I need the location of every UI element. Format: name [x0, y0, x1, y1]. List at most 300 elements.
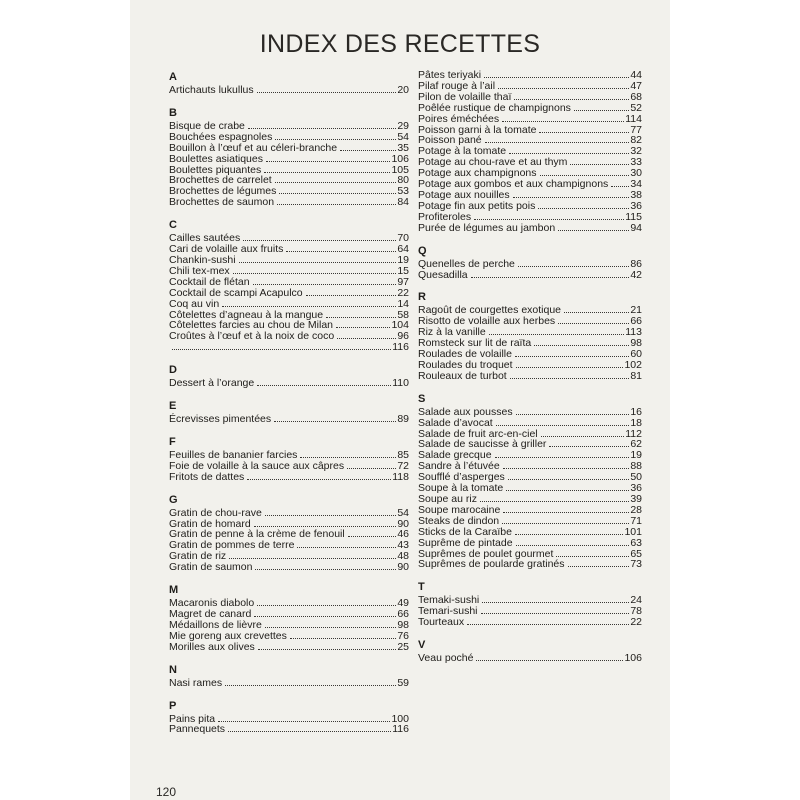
page-reference: 76 [397, 629, 409, 642]
index-entry [169, 288, 409, 299]
dot-leader [481, 612, 630, 614]
index-section [418, 638, 642, 664]
recipe-name: Ragoût de courgettes exotique [418, 304, 562, 317]
dot-leader [564, 311, 629, 313]
page-reference: 60 [630, 348, 642, 361]
index-section [169, 70, 409, 96]
dot-leader [549, 445, 629, 447]
recipe-name: Soupe marocaine [418, 503, 501, 516]
page-reference: 30 [630, 167, 642, 180]
page-reference: 33 [630, 156, 642, 169]
page-reference: 46 [397, 528, 409, 541]
recipe-name: Côtelettes d’agneau à la mangue [169, 308, 324, 321]
dot-leader [347, 467, 396, 469]
page-reference: 66 [397, 608, 409, 620]
dot-leader [570, 163, 629, 165]
page-reference: 101 [624, 525, 642, 538]
book-page [130, 0, 670, 800]
dot-leader [277, 203, 396, 205]
page-reference: 114 [625, 112, 642, 125]
index-entry [418, 270, 642, 281]
index-entry [169, 331, 409, 342]
index-entry [418, 653, 642, 664]
dot-leader [568, 565, 630, 567]
page-reference: 18 [630, 416, 642, 429]
recipe-name: Croûtes à l’œuf et à la noix de coco [169, 330, 335, 343]
recipe-name: Quenelles de perche [418, 257, 515, 270]
dot-leader [471, 276, 630, 278]
dot-leader [257, 384, 391, 386]
dot-leader [265, 626, 397, 628]
dot-leader [218, 720, 390, 722]
recipe-name: Cocktail de scampi Acapulco [169, 286, 303, 299]
index-section [418, 290, 642, 381]
index-entry [169, 472, 409, 483]
section-letter: D [169, 364, 177, 377]
index-section [169, 699, 409, 736]
recipe-name: Gratin de homard [169, 517, 251, 530]
page-reference: 36 [630, 199, 642, 212]
recipe-name: Soufflé d’asperges [418, 471, 505, 484]
index-entry [169, 508, 409, 519]
index-section [169, 493, 409, 573]
recipe-name: Salade de saucisse à griller [418, 438, 547, 451]
recipe-name: Sandre à l’étuvée [418, 460, 500, 473]
index-entry [169, 143, 409, 154]
page-reference: 84 [397, 196, 409, 209]
dot-leader [264, 171, 390, 173]
page-reference: 70 [397, 232, 409, 245]
page-reference: 116 [392, 723, 409, 736]
dot-leader [266, 160, 390, 162]
dot-leader [290, 637, 396, 639]
recipe-name: Potage au chou-rave et au thym [418, 156, 568, 169]
recipe-name: Artichauts lukullus [169, 84, 254, 96]
recipe-name: Quesadilla [418, 268, 468, 281]
dot-leader [297, 546, 396, 548]
recipe-name: Romsteck sur lit de raïta [418, 337, 532, 350]
page-reference: 104 [391, 319, 409, 332]
recipe-name: Feuilles de bananier farcies [169, 448, 298, 461]
dot-leader [541, 435, 625, 437]
page-reference: 39 [630, 493, 642, 505]
section-letter: M [169, 584, 179, 597]
recipe-name: Nasi rames [169, 676, 223, 689]
recipe-name: Bisque de crabe [169, 119, 245, 132]
recipe-name: Chankin-sushi [169, 253, 236, 266]
dot-leader [574, 109, 629, 111]
dot-leader [233, 272, 397, 274]
section-letter: V [418, 639, 426, 652]
index-entry [418, 114, 642, 125]
index-section [169, 663, 409, 689]
page-reference: 49 [397, 597, 409, 610]
page-reference: 54 [397, 506, 409, 519]
page-reference: 80 [397, 174, 409, 187]
page-reference: 35 [397, 141, 409, 154]
recipe-name: Salade de fruit arc-en-ciel [418, 427, 538, 440]
recipe-name: Roulades de volaille [418, 348, 512, 361]
dot-leader [257, 604, 396, 606]
section-letter: E [169, 400, 177, 413]
dot-leader [340, 149, 396, 151]
recipe-name: Potage aux gombos et aux champignons [418, 178, 609, 191]
recipe-name: Potage aux champignons [418, 167, 537, 180]
dot-leader [336, 326, 390, 328]
page-reference: 43 [397, 539, 409, 552]
recipe-name: Bouchées espagnoles [169, 130, 273, 143]
dot-leader [243, 239, 396, 241]
page-reference: 90 [397, 517, 409, 530]
page-reference: 38 [630, 188, 642, 201]
section-letter: A [169, 71, 177, 83]
dot-leader [558, 322, 629, 324]
recipe-name: Macaronis diabolo [169, 597, 255, 610]
dot-leader [538, 207, 629, 209]
recipe-name: Temaki-sushi [418, 594, 480, 607]
page-reference: 82 [630, 134, 642, 147]
section-letter: G [169, 493, 178, 506]
recipe-name: Salade grecque [418, 449, 492, 462]
dot-leader [480, 500, 629, 502]
dot-leader [503, 511, 629, 513]
section-letter: T [418, 581, 425, 594]
page-reference: 100 [391, 712, 409, 725]
page-reference: 97 [397, 275, 409, 288]
page-reference: 98 [630, 337, 642, 350]
index-section [169, 106, 409, 208]
dot-leader [503, 467, 630, 469]
dot-leader [265, 514, 397, 516]
recipe-name: Fritots de dattes [169, 470, 245, 483]
page-reference: 77 [630, 123, 642, 136]
dot-leader [257, 91, 397, 93]
section-letter: F [169, 435, 176, 448]
page-reference: 20 [397, 84, 409, 96]
page-reference: 15 [397, 264, 409, 277]
page-reference: 59 [397, 676, 409, 689]
page-reference: 116 [392, 341, 409, 354]
page-reference: 25 [397, 640, 409, 653]
dot-leader [255, 568, 396, 570]
page-reference: 72 [397, 459, 409, 472]
recipe-name: Pains pita [169, 712, 216, 725]
dot-leader [516, 366, 624, 368]
page-reference: 34 [630, 178, 642, 191]
dot-leader [337, 337, 396, 339]
recipe-name: Riz à la vanille [418, 326, 486, 339]
dot-leader [502, 522, 629, 524]
dot-leader [275, 138, 396, 140]
recipe-name: Médaillons de lièvre [169, 618, 262, 631]
page-reference: 22 [397, 286, 409, 299]
dot-leader [558, 229, 629, 231]
dot-leader [540, 174, 630, 176]
page-reference: 86 [630, 257, 642, 270]
index-entry [169, 724, 409, 735]
recipe-name: Chili tex-mex [169, 264, 230, 277]
page-reference: 112 [625, 427, 642, 440]
recipe-name: Rouleaux de turbot [418, 369, 507, 382]
page-reference: 32 [630, 145, 642, 158]
recipe-name: Roulades du troquet [418, 358, 513, 371]
recipe-name: Salade d’avocat [418, 416, 493, 429]
page-title: INDEX DES RECETTES [259, 30, 541, 58]
recipe-name: Potage fin aux petits pois [418, 199, 536, 212]
recipe-name: Pilaf rouge à l’ail [418, 79, 496, 92]
page-reference: 63 [630, 536, 642, 549]
page-reference: 19 [397, 253, 409, 266]
page-reference: 58 [397, 308, 409, 321]
index-section [169, 218, 409, 353]
recipe-name: Poêlée rustique de champignons [418, 101, 571, 114]
index-entry [169, 154, 409, 165]
page-reference: 102 [624, 358, 642, 371]
recipe-name: Cocktail de flétan [169, 275, 250, 288]
recipe-name: Sticks de la Caraïbe [418, 525, 512, 538]
recipe-name: Suprême de pintade [418, 536, 513, 549]
recipe-name: Foie de volaille à la sauce aux câpres [169, 459, 345, 472]
page-reference: 24 [630, 594, 642, 607]
page-reference: 62 [630, 438, 642, 451]
dot-leader [508, 478, 630, 480]
page-reference: 47 [630, 79, 642, 92]
recipe-name: Profiteroles [418, 210, 472, 223]
dot-leader [274, 420, 396, 422]
page-reference: 115 [625, 210, 642, 223]
dot-leader [539, 131, 629, 133]
dot-leader [495, 456, 630, 458]
dot-leader [513, 196, 630, 198]
page-reference: 110 [392, 377, 409, 390]
page-reference: 53 [397, 185, 409, 198]
recipe-name: Pannequets [169, 723, 226, 736]
page-reference: 85 [397, 448, 409, 461]
section-letter: S [418, 392, 426, 405]
dot-leader [509, 152, 629, 154]
recipe-name: Gratin de pommes de terre [169, 539, 295, 552]
dot-leader [300, 456, 396, 458]
recipe-name: Veau poché [418, 652, 474, 665]
page-reference: 88 [630, 460, 642, 473]
index-entry [418, 259, 642, 270]
recipe-name: Poisson garni à la tomate [418, 123, 537, 136]
page-reference: 98 [397, 618, 409, 631]
page-reference: 29 [397, 119, 409, 132]
index-entry [418, 559, 642, 570]
page-reference: 48 [397, 550, 409, 563]
index-section [169, 399, 409, 425]
page-reference: 89 [397, 413, 409, 426]
dot-leader [474, 218, 624, 220]
index-entry [169, 642, 409, 653]
recipe-name: Tourteaux [418, 616, 465, 629]
section-letter: N [169, 663, 177, 676]
index-entry [169, 299, 409, 310]
recipe-name: Gratin de riz [169, 550, 227, 563]
recipe-name: Boulettes asiatiques [169, 152, 263, 165]
recipe-name: Écrevisses pimentées [169, 413, 272, 426]
index-section [418, 580, 642, 628]
page-reference: 65 [630, 547, 642, 560]
dot-leader [515, 533, 624, 535]
recipe-name: Suprêmes de poularde gratinés [418, 558, 565, 571]
dot-leader [514, 98, 629, 100]
index-entry [169, 678, 409, 689]
recipe-name: Salade aux pousses [418, 405, 513, 418]
page-reference: 54 [397, 130, 409, 143]
index-column-right [418, 70, 642, 674]
index-entry [418, 538, 642, 549]
dot-leader [476, 659, 623, 661]
dot-leader [172, 348, 391, 350]
dot-leader [239, 261, 397, 263]
dot-leader [534, 344, 629, 346]
page-reference: 28 [630, 503, 642, 516]
recipe-name: Brochettes de carrelet [169, 174, 272, 187]
recipe-name: Poisson pané [418, 134, 482, 147]
dot-leader [506, 489, 629, 491]
recipe-name: Soupe au riz [418, 493, 477, 505]
recipe-name: Mie goreng aux crevettes [169, 629, 287, 642]
page-reference: 16 [630, 405, 642, 418]
index-section [418, 244, 642, 281]
recipe-name: Pilon de volaille thaï [418, 90, 512, 103]
page-reference: 68 [630, 90, 642, 103]
page-reference: 106 [624, 652, 642, 665]
dot-leader [556, 555, 629, 557]
page-reference: 52 [630, 101, 642, 114]
dot-leader [518, 265, 629, 267]
index-entry [169, 85, 409, 96]
page-reference: 73 [630, 558, 642, 571]
index-entry [169, 562, 409, 573]
dot-leader [348, 535, 397, 537]
page-reference: 106 [391, 152, 409, 165]
recipe-name: Poires éméchées [418, 112, 500, 125]
page-reference: 66 [630, 315, 642, 328]
dot-leader [253, 283, 397, 285]
recipe-name: Boulettes piquantes [169, 163, 262, 176]
page-reference: 113 [625, 326, 642, 339]
page-reference: 90 [397, 561, 409, 574]
recipe-name: Risotto de volaille aux herbes [418, 315, 556, 328]
section-letter: P [169, 699, 177, 712]
page-reference: 14 [397, 297, 409, 310]
page-reference: 42 [630, 268, 642, 281]
index-entry [169, 414, 409, 425]
page-number: 120 [156, 785, 177, 799]
section-letter: Q [418, 244, 427, 257]
dot-leader [489, 333, 625, 335]
dot-leader [515, 355, 629, 357]
index-entry [169, 197, 409, 208]
page-reference: 50 [630, 471, 642, 484]
page-reference: 64 [397, 243, 409, 256]
index-section [418, 70, 642, 234]
page-reference: 44 [630, 69, 642, 81]
dot-leader [516, 544, 630, 546]
recipe-name: Magret de canard [169, 608, 252, 620]
dot-leader [248, 127, 396, 129]
recipe-name: Bouillon à l’œuf et au céleri-branche [169, 141, 338, 154]
index-section [418, 392, 642, 571]
dot-leader [484, 76, 629, 78]
section-letter: R [418, 291, 426, 304]
dot-leader [306, 294, 397, 296]
dot-leader [496, 424, 630, 426]
dot-leader [516, 413, 630, 415]
recipe-name: Brochettes de saumon [169, 196, 275, 209]
index-section [169, 363, 409, 389]
page-reference: 78 [630, 605, 642, 618]
section-letter: B [169, 106, 177, 119]
recipe-name: Côtelettes farcies au chou de Milan [169, 319, 334, 332]
index-entry [418, 527, 642, 538]
recipe-name: Pâtes teriyaki [418, 69, 482, 81]
dot-leader [611, 185, 629, 187]
dot-leader [482, 601, 629, 603]
page-reference: 105 [391, 163, 409, 176]
index-entry [169, 342, 409, 353]
index-section [169, 435, 409, 483]
recipe-name: Temari-sushi [418, 605, 478, 618]
recipe-name: Gratin de saumon [169, 561, 253, 574]
dot-leader [275, 181, 397, 183]
dot-leader [510, 377, 630, 379]
page-reference: 21 [630, 304, 642, 317]
index-section [169, 583, 409, 653]
page-reference: 71 [630, 514, 642, 527]
recipe-name: Cari de volaille aux fruits [169, 243, 284, 256]
dot-leader [247, 478, 391, 480]
index-entry [418, 223, 642, 234]
recipe-name: Coq au vin [169, 297, 220, 310]
recipe-name: Cailles sautées [169, 232, 241, 245]
recipe-name: Suprêmes de poulet gourmet [418, 547, 554, 560]
recipe-name: Gratin de chou-rave [169, 506, 262, 519]
dot-leader [254, 615, 396, 617]
page-reference: 118 [392, 470, 409, 483]
dot-leader [326, 316, 396, 318]
index-entry [418, 418, 642, 429]
dot-leader [498, 87, 629, 89]
recipe-name: Morilles aux olives [169, 640, 255, 653]
dot-leader [222, 305, 396, 307]
page-reference: 19 [630, 449, 642, 462]
dot-leader [254, 525, 397, 527]
dot-leader [258, 648, 397, 650]
index-entry [418, 617, 642, 628]
dot-leader [279, 192, 396, 194]
dot-leader [228, 730, 391, 732]
index-column-left [169, 70, 409, 745]
index-entry [418, 103, 642, 114]
dot-leader [225, 684, 396, 686]
recipe-name: Brochettes de légumes [169, 185, 277, 198]
recipe-name: Soupe à la tomate [418, 482, 504, 495]
recipe-name: Dessert à l’orange [169, 377, 255, 390]
dot-leader [485, 141, 630, 143]
page-reference: 94 [630, 221, 642, 234]
page-reference: 81 [630, 369, 642, 382]
recipe-name: Potage aux nouilles [418, 188, 510, 201]
recipe-name: Potage à la tomate [418, 145, 507, 158]
page-reference: 96 [397, 330, 409, 343]
index-entry [418, 371, 642, 382]
dot-leader [502, 120, 624, 122]
page-reference: 36 [630, 482, 642, 495]
